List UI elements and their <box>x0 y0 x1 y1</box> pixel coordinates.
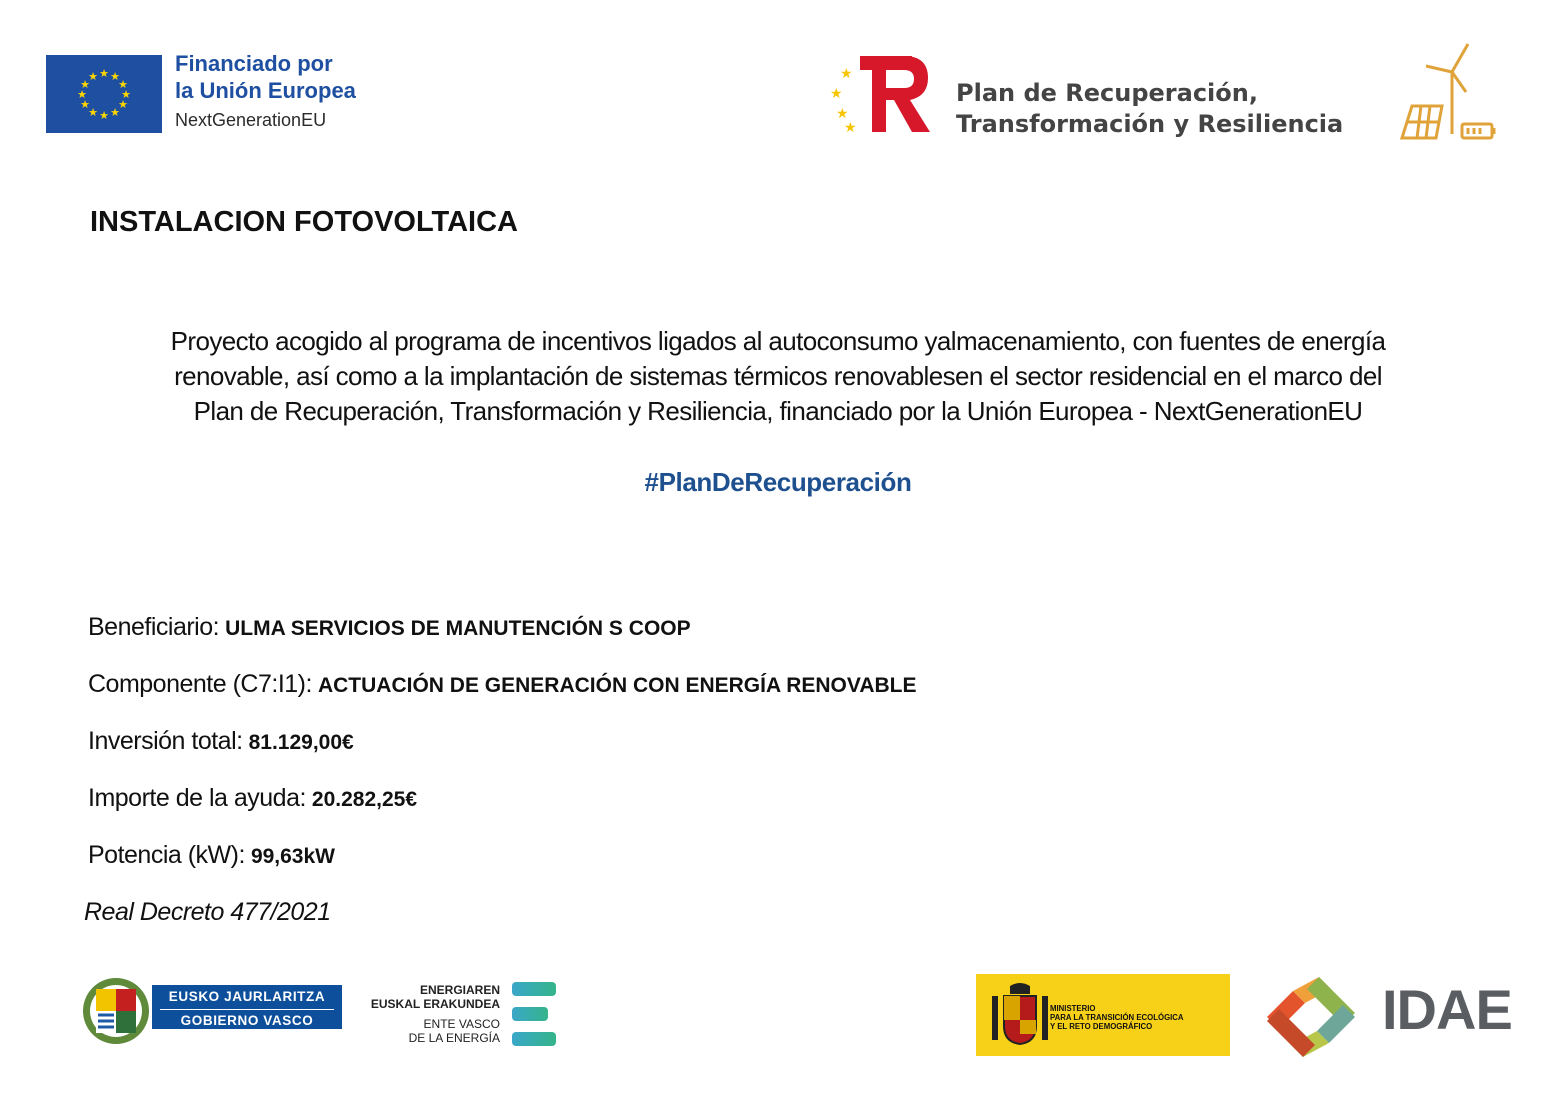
field-value: ACTUACIÓN DE GENERACIÓN CON ENERGÍA RENOVABLE <box>317 674 917 697</box>
field-value: 20.282,25€ <box>311 788 418 811</box>
idae-text: IDAE <box>1382 978 1512 1041</box>
field-label: Importe de la ayuda: <box>88 784 306 812</box>
ministerio-line-2: PARA LA TRANSICIÓN ECOLÓGICA <box>1050 1013 1184 1022</box>
svg-text:★: ★ <box>830 85 843 101</box>
intro-paragraph <box>60 324 1496 429</box>
ministerio-line-3: Y EL RETO DEMOGRÁFICO <box>1050 1022 1153 1031</box>
svg-text:★: ★ <box>99 68 109 80</box>
eu-line-3: NextGenerationEU <box>175 110 327 130</box>
basque-line-1: EUSKO JAURLARITZA <box>168 989 326 1004</box>
ministerio-logo <box>976 974 1230 1056</box>
svg-text:★: ★ <box>88 71 98 83</box>
eve-line-2: EUSKAL ERAKUNDEA <box>370 997 500 1011</box>
field-componente <box>88 670 916 699</box>
spain-coat-of-arms-icon <box>988 982 1052 1048</box>
field-value: ULMA SERVICIOS DE MANUTENCIÓN S COOP <box>225 617 691 640</box>
prtr-line-1: Plan de Recuperación, <box>956 79 1258 107</box>
eu-stars-icon <box>46 55 162 133</box>
field-potencia <box>88 841 335 870</box>
real-decreto: Real Decreto 477/2021 <box>84 898 331 926</box>
field-label: Componente (C7:I1): <box>88 670 312 698</box>
svg-text:★: ★ <box>88 107 98 119</box>
svg-text:★: ★ <box>844 119 857 135</box>
eve-line-4: DE LA ENERGÍA <box>408 1031 500 1045</box>
eve-text <box>358 983 500 1045</box>
field-value: 81.129,00€ <box>248 731 354 754</box>
svg-text:★: ★ <box>121 89 131 101</box>
intro-line: Plan de Recuperación, Transformación y Resiliencia, financiado por la Unión Europea - NextGenerationEU <box>193 396 1363 426</box>
ministerio-line-1: MINISTERIO <box>1050 1004 1096 1013</box>
svg-text:★: ★ <box>80 79 90 91</box>
svg-text:★: ★ <box>99 110 109 122</box>
field-label: Potencia (kW): <box>88 841 245 869</box>
document-title: INSTALACION FOTOVOLTAICA <box>90 206 518 238</box>
basque-line-2: GOBIERNO VASCO <box>180 1013 314 1028</box>
eu-line-2: la Unión Europea <box>175 78 356 103</box>
svg-text:★: ★ <box>77 89 87 101</box>
prtr-logo-mark <box>826 52 932 136</box>
intro-line: renovable, así como a la implantación de sistemas térmicos renovablesen el sector residencial en el marco del <box>174 361 1382 391</box>
svg-text:★: ★ <box>80 99 90 111</box>
svg-text:★: ★ <box>118 79 128 91</box>
prtr-line-2: Transformación y Resiliencia <box>956 110 1344 138</box>
eu-line-1: Financiado por <box>175 51 333 76</box>
field-importe-ayuda <box>88 784 417 813</box>
eve-line-1: ENERGIAREN <box>419 983 500 997</box>
idae-logo-icon <box>1250 972 1372 1062</box>
svg-text:★: ★ <box>840 65 853 81</box>
basque-shield-icon <box>82 975 150 1047</box>
field-beneficiario <box>88 613 691 642</box>
field-value: 99,63kW <box>250 845 335 868</box>
prtr-tr-icon <box>826 52 932 136</box>
svg-text:★: ★ <box>110 107 120 119</box>
eve-line-3: ENTE VASCO <box>423 1017 500 1031</box>
field-inversion-total <box>88 727 354 756</box>
hashtag: #PlanDeRecuperación <box>644 467 912 497</box>
svg-text:★: ★ <box>110 71 120 83</box>
prtr-text <box>956 78 1343 140</box>
eve-logo-icon <box>508 980 558 1048</box>
eu-funding-text <box>175 53 356 129</box>
field-label: Beneficiario: <box>88 613 220 641</box>
basque-government-band <box>152 985 342 1029</box>
wind-solar-icon <box>1396 42 1500 142</box>
eu-flag-logo <box>46 55 162 133</box>
intro-line: Proyecto acogido al programa de incentivos ligados al autoconsumo yalmacenamiento, con fuentes de energía <box>170 326 1386 356</box>
svg-text:★: ★ <box>836 105 849 121</box>
svg-text:★: ★ <box>118 99 128 111</box>
field-label: Inversión total: <box>88 727 243 755</box>
